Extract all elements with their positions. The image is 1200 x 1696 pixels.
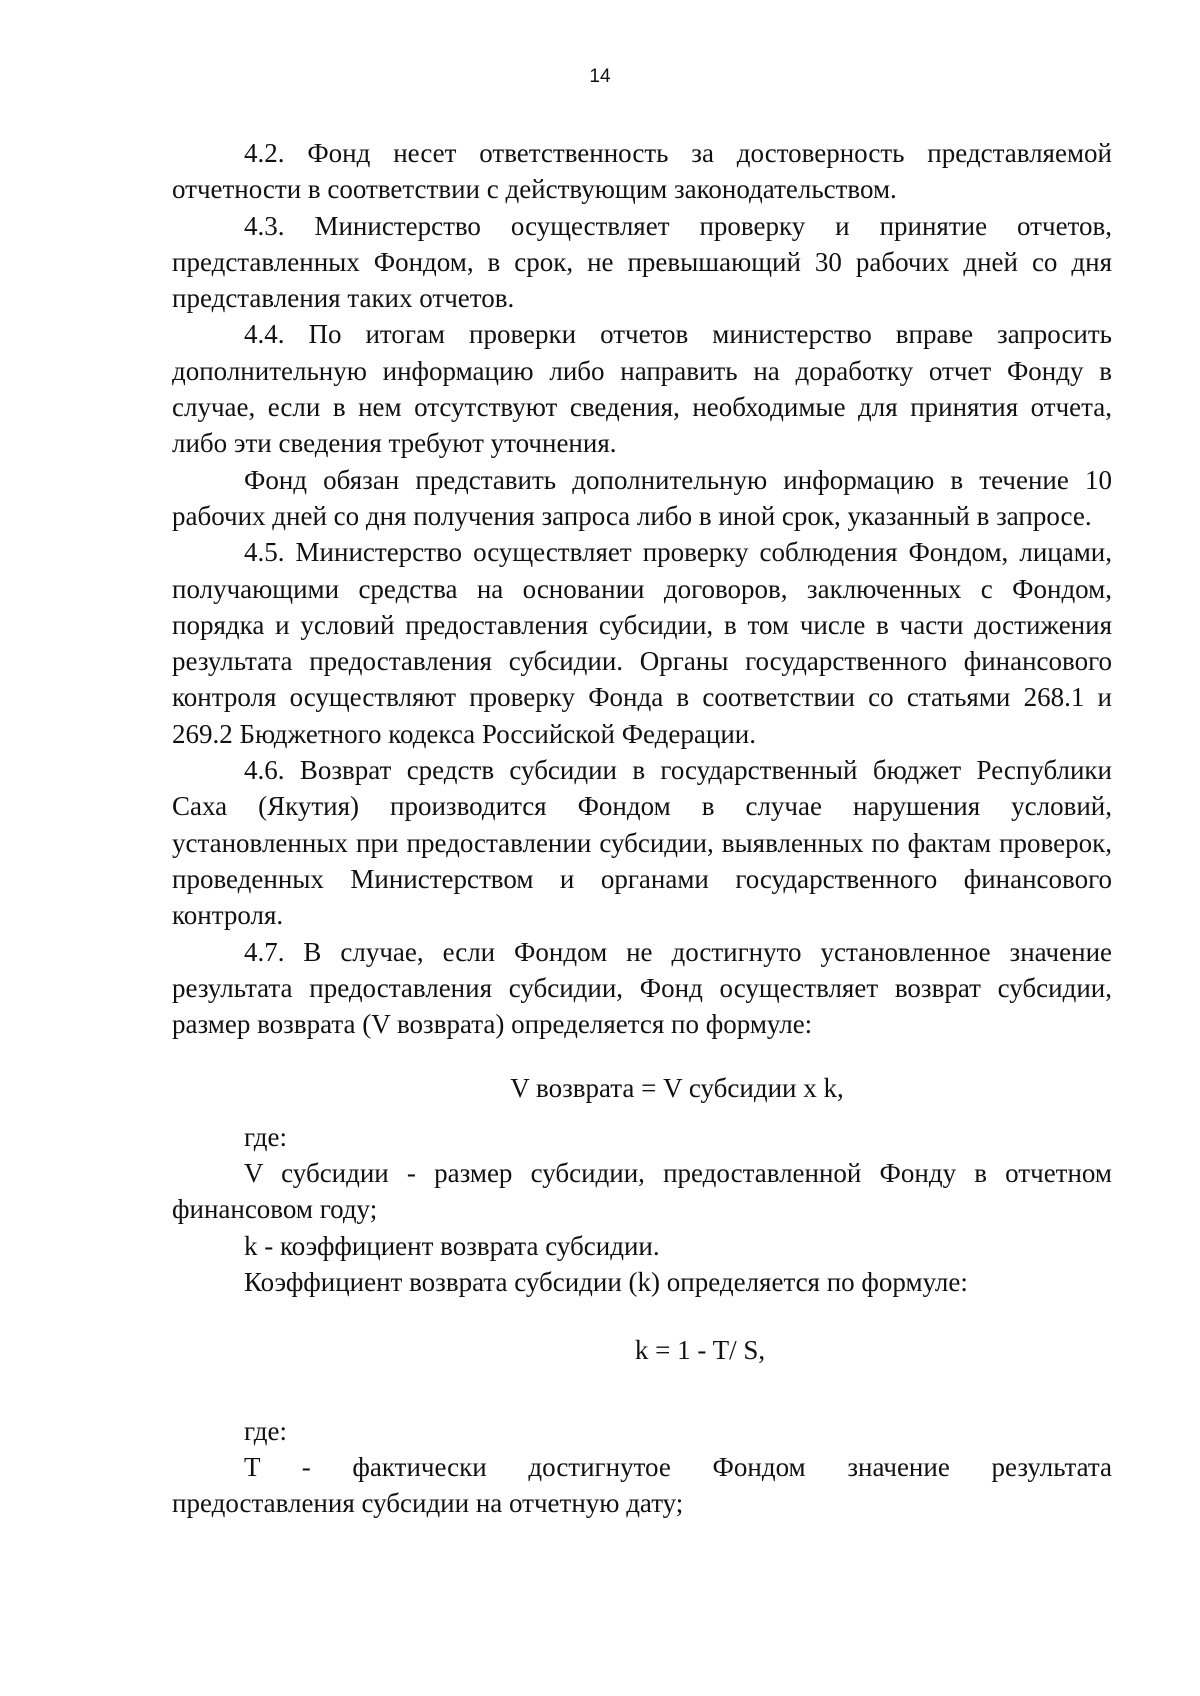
definition-t-line	[172, 1449, 1112, 1485]
t-word: Фондом	[712, 1451, 806, 1482]
paragraph-fund-obligation: Фонд обязан представить дополнительную информацию в течение 10 рабочих дней со дня получения запроса либо в иной срок, указанный в запросе.	[172, 464, 1112, 531]
document-body	[172, 135, 1112, 1521]
where-label-2: где:	[244, 1415, 287, 1446]
paragraph-4-2: 4.2. Фонд несет ответственность за достоверность представляемой отчетности в соответствии с действующим законодательством.	[172, 138, 1112, 205]
t-word: результата	[991, 1451, 1113, 1482]
where-label: где:	[244, 1121, 287, 1152]
formula-coefficient: k = 1 - T/ S,	[634, 1335, 766, 1366]
paragraph-4-6: 4.6. Возврат средств субсидии в государственный бюджет Республики Саха (Якутия) производится Фондом в случае нарушения условий, установленных при предоставлении субсидии, выявленных по фактам проверок, проведенных Министерством и органами государственного финансового контроля.	[172, 755, 1112, 931]
definition-k: k - коэффициент возврата субсидии.	[244, 1230, 660, 1261]
definition-v-subsidy: V субсидии - размер субсидии, предоставленной Фонду в отчетном финансовом году;	[172, 1158, 1112, 1225]
page-number: 14	[589, 66, 611, 87]
t-word: фактически	[352, 1451, 487, 1482]
t-word: значение	[847, 1451, 950, 1482]
paragraph-4-7: 4.7. В случае, если Фондом не достигнуто установленное значение результата предоставления субсидии, Фонд осуществляет возврат субсидии, размер возврата (V возврата) определяется по формуле:	[172, 936, 1112, 1040]
coefficient-intro: Коэффициент возврата субсидии (k) определяется по формуле:	[244, 1266, 968, 1297]
t-word: -	[301, 1451, 311, 1482]
t-word: достигнутое	[528, 1451, 671, 1482]
paragraph-4-4: 4.4. По итогам проверки отчетов министерство вправе запросить дополнительную информацию либо направить на доработку отчет Фонду в случае, если в нем отсутствуют сведения, необходимые для принятия отчета, либо эти сведения требуют уточнения.	[172, 319, 1112, 459]
paragraph-4-3: 4.3. Министерство осуществляет проверку и принятие отчетов, представленных Фондом, в срок, не превышающий 30 рабочих дней со дня представления таких отчетов.	[172, 210, 1112, 314]
t-word: T	[244, 1451, 261, 1482]
formula-refund-volume: V возврата = V субсидии x k,	[510, 1073, 844, 1104]
paragraph-4-5: 4.5. Министерство осуществляет проверку соблюдения Фондом, лицами, получающими средства на основании договоров, заключенных с Фондом, порядка и условий предоставления субсидии, в том числе в части достижения результата предоставления субсидии. Органы государственного финансового контроля осуществляют проверку Фонда в соответствии со статьями 268.1 и 269.2 Бюджетного кодекса Российской Федерации.	[172, 537, 1112, 749]
definition-t-continuation: предоставления субсидии на отчетную дату;	[172, 1488, 684, 1519]
